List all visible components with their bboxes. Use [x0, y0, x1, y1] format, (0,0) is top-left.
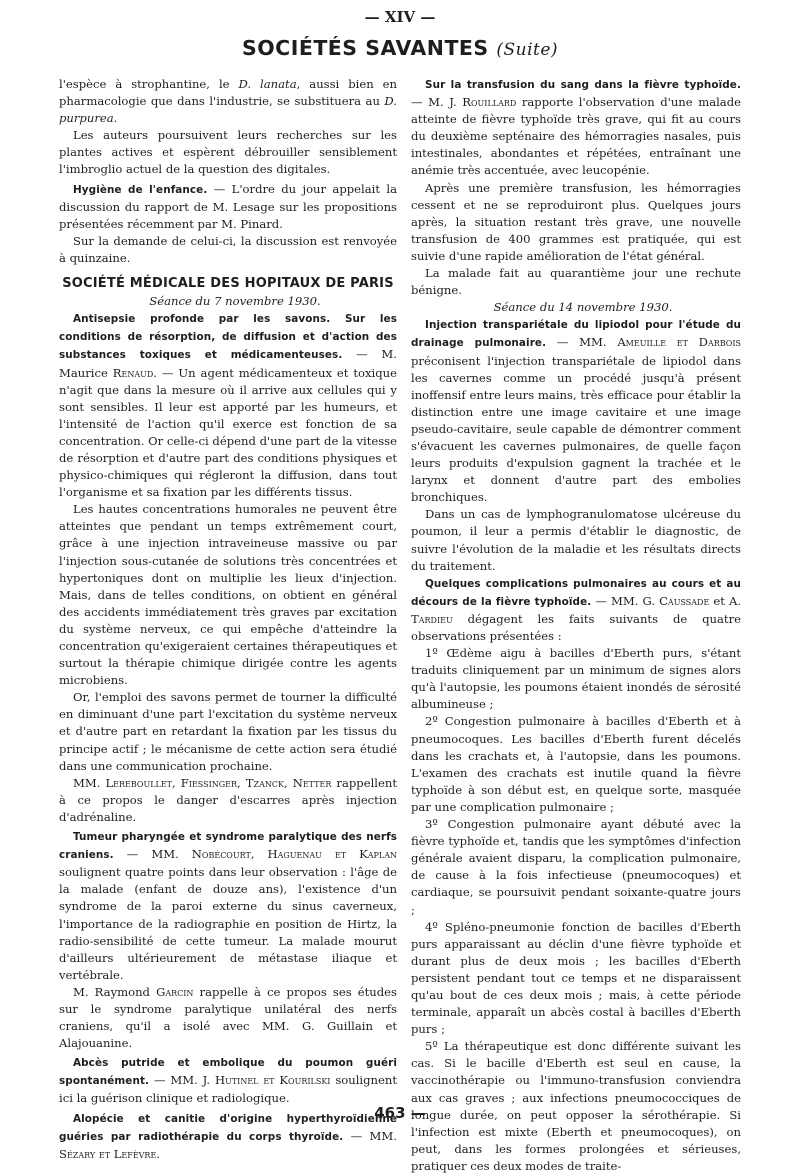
paragraph: Les hautes concentrations humorales ne peuvent être atteintes que pendant un temps extrêmement court, grâce à une injection intraveineuse massive ou par l'injection sous-cutanée de solutions très concentrées et hypertoniques dont on multiplie les lieux d'injection. Mais, dans de telles conditions, on obtient en général des accidents immédiatement très graves par excitation du système nerveux, ce qui empêche d'atteindre la concentration qu'exigeraient certaines thérapeutiques et surtout la thérapie chimique dirigée contre les agents microbiens.	[59, 502, 397, 688]
paragraph	[59, 1054, 397, 1107]
list-item: 4º Spléno-pneumonie fonction de bacilles d'Eberth purs apparaissant au déclin d'une fièvre typhoïde et durant plus de deux mois ; les bacilles d'Eberth persistent pendant tout ce temps et ne disparaissent qu'au bout de ces deux mois ; mais, à cette période terminale, apparaît un abcès costal à bacilles d'Eberth purs ;	[411, 919, 741, 1037]
paragraph	[59, 775, 397, 826]
author-name: Garcin	[156, 984, 194, 999]
section-title-text: SOCIÉTÉS SAVANTES	[241, 36, 489, 60]
text: rappelle à ce propos ses études sur le syndrome paralytique unilatéral des nerfs craniens, qu'il a isolé avec MM. G. Guillain et Alajouanine.	[59, 984, 397, 1051]
species-name: D. lanata	[238, 77, 297, 91]
society-heading: SOCIÉTÉ MÉDICALE DES HOPITAUX DE PARIS	[62, 276, 394, 292]
paragraph-heading: Abcès putride et embolique du poumon guéri spontanément.	[59, 1057, 397, 1088]
text: soulignent ici la guérison clinique et radiologique.	[59, 1073, 398, 1106]
author-names: Sézary et Lefèvre	[59, 1146, 157, 1161]
paragraph	[59, 181, 397, 233]
text: . — Un agent médicamenteux et toxique n'agit que dans la mesure où il arrive aux cellules qui y sont sensibles. Il leur est apporté par les humeurs, et l'intensité de l'action qu'il exerce est fonction de sa concentration. Or celle-ci dépend d'une part de la vitesse de résorption et d'autre part des conditions physiques et physico-chimiques qui régleront la diffusion, dans tout l'organisme et sa fixation par les différents tissus.	[59, 365, 398, 500]
text: — L'ordre du jour appelait la discussion du rapport de M. Lesage sur les propositions présentées récemment par M. Pinard.	[59, 181, 397, 231]
text: rappellent à ce propos le danger d'escarres après injection d'adrénaline.	[59, 775, 397, 824]
author-name: Rouillard	[462, 95, 517, 110]
paragraph-heading: Hygiène de l'enfance.	[73, 183, 208, 196]
paragraph-heading: Quelques complications pulmonaires au cours et au décours de la fièvre typhoïde.	[411, 577, 741, 608]
paragraph: Dans un cas de lymphogranulomatose ulcéreuse du poumon, il leur a permis d'établir le diagnostic, de suivre l'évolution de la maladie et les résultats directs du traitement.	[411, 507, 741, 573]
text: M. Raymond	[73, 984, 157, 999]
paragraph: Sur la demande de celui-ci, la discussion est renvoyée à quinzaine.	[59, 233, 397, 265]
text: — M. J.	[411, 95, 463, 110]
species-name: D. purpurea	[59, 94, 397, 126]
author-name: Caussade	[659, 593, 710, 608]
text: — MM. G.	[591, 593, 660, 608]
paragraph-heading: Sur la transfusion du sang dans la fièvre typhoïde.	[425, 79, 741, 91]
page-roman-number: — XIV —	[364, 8, 436, 26]
left-column	[59, 76, 397, 1163]
text: rapporte l'observation d'une malade atteinte de fièvre typhoïde très grave, qui fit au cours du deuxième septénaire des hémorragies nasales, puis intestinales, abondantes et répétées, entraînant une anémie très accentuée, avec leucopénie.	[411, 95, 742, 178]
text: l'espèce à strophantine, le	[59, 77, 239, 91]
text: et A.	[709, 593, 741, 608]
text: — MM. J.	[149, 1073, 215, 1088]
paragraph-heading: Tumeur pharyngée et syndrome paralytique des nerfs craniens.	[59, 831, 397, 862]
paragraph-heading: Injection transpariétale du lipiodol pour l'étude du drainage pulmonaire.	[411, 319, 741, 350]
text: .	[156, 1146, 160, 1161]
paragraph	[59, 984, 397, 1052]
paragraph: Les auteurs poursuivent leurs recherches sur les plantes actives et espèrent débrouiller sensiblement l'imbroglio actuel de la question des digitales.	[59, 128, 397, 177]
text: — MM.	[113, 847, 192, 862]
paragraph	[59, 76, 397, 127]
paragraph: La malade fait au quarantième jour une rechute bénigne.	[411, 266, 741, 298]
section-title	[0, 36, 800, 60]
author-name: Renaud	[112, 365, 154, 380]
session-date: Séance du 14 novembre 1930.	[493, 300, 673, 315]
session-date: Séance du 7 novembre 1930.	[149, 294, 321, 309]
list-item: 2º Congestion pulmonaire à bacilles d'Eberth et à pneumocoques. Les bacilles d'Eberth furent décelés dans les crachats et, à l'autopsie, dans les poumons. L'examen des crachats est inutile quand la fièvre typhoïde à son début est, en quelque sorte, masquée par une complication pulmonaire ;	[411, 714, 741, 814]
paragraph: Après une première transfusion, les hémorragies cessent et ne se reproduiront plus. Quelques jours après, la situation restant très grave, une nouvelle transfusion de 400 grammes est pratiquée, qui est suivie d'une rapide amélioration de l'état général.	[411, 180, 741, 263]
text: préconisent l'injection transpariétale de lipiodol dans les cavernes comme un procédé jusqu'à présent inoffensif entre leurs mains, très efficace pour établir la distinction entre une image cavitaire et une image pseudo-cavitaire, seule capable de démontrer comment s'évacuent les cavernes pulmonaires, de quelle façon leurs produits d'expulsion gagnent la trachée et le larynx et donnent d'autre part des embolies bronchiques.	[411, 353, 741, 505]
paragraph	[411, 575, 741, 645]
text: — MM.	[343, 1128, 397, 1143]
list-item: 1º Œdème aigu à bacilles d'Eberth purs, s'étant traduits cliniquement par un minimum de signes alors qu'à l'autopsie, les poumons étaient inondés de sérosité albumineuse ;	[411, 646, 741, 712]
text: soulignent quatre points dans leur observation : l'âge de la malade (enfant de douze ans), l'existence d'un syndrome de la paroi externe du sinus caverneux, l'importance de la radiographie en position de Hirtz, la radio-sensibilité de cette tumeur. La malade mourut d'ailleurs ultérieurement de métastase iliaque et vertébrale.	[59, 865, 397, 982]
paragraph	[411, 76, 741, 180]
author-name: Tardieu	[411, 611, 453, 626]
text: dégagent les faits suivants de quatre observations présentées :	[411, 611, 741, 643]
list-item: 3º Congestion pulmonaire ayant débuté avec la fièvre typhoïde et, tandis que les symptômes d'infection générale avaient disparu, la complication pulmonaire, de cause à la fois infectieuse (pneumocoques) et cardiaque, se poursuivit pendant soixante-quatre jours ;	[411, 817, 741, 917]
section-title-suite: (Suite)	[496, 40, 559, 60]
author-names: Nobécourt, Haguenau et Kaplan	[191, 847, 397, 862]
list-item: 5º La thérapeutique est donc différente suivant les cas. Si le bacille d'Eberth est seul en cause, la vaccinothérapie ou l'immuno-transfusion conviendra aux cas graves ; aux infections pneumococciques de longue durée, on peut opposer la sérothérapie. Si l'infection est mixte (Eberth et pneumocoques), on peut, dans les formes prolongées et sérieuses, pratiquer ces deux modes de traite-	[411, 1039, 741, 1173]
text: — M. Maurice	[59, 347, 397, 380]
paragraph-heading: Alopécie et canitie d'origine hyperthyroïdienne guéries par radiothérapie du corps thyroïde.	[59, 1112, 397, 1143]
paragraph	[59, 310, 397, 501]
right-column	[411, 76, 741, 1175]
author-names: Ameuille et Darbois	[617, 335, 742, 350]
paragraph-heading: Antisepsie profonde par les savons. Sur les conditions de résorption, de diffusion et d'action des substances toxiques et médicamenteuses.	[59, 313, 397, 362]
paragraph: Or, l'emploi des savons permet de tourner la difficulté en diminuant d'une part l'excitation du système nerveux et d'autre part en retardant la fixation par les tissus du principe actif ; le mécanisme de cette action sera étudié dans une communication prochaine.	[59, 690, 397, 773]
author-names: Hutinel et Kourilski	[214, 1073, 331, 1088]
page-number: 463 —	[374, 1104, 426, 1122]
paragraph	[411, 316, 741, 506]
text: .	[113, 111, 118, 126]
text: , aussi bien en pharmacologie que dans l'industrie, se substituera au	[59, 77, 397, 109]
text: — MM.	[546, 335, 618, 350]
author-names: MM. Lereboullet, Fiessinger, Tzanck, Netter	[73, 775, 332, 790]
paragraph	[59, 828, 397, 984]
